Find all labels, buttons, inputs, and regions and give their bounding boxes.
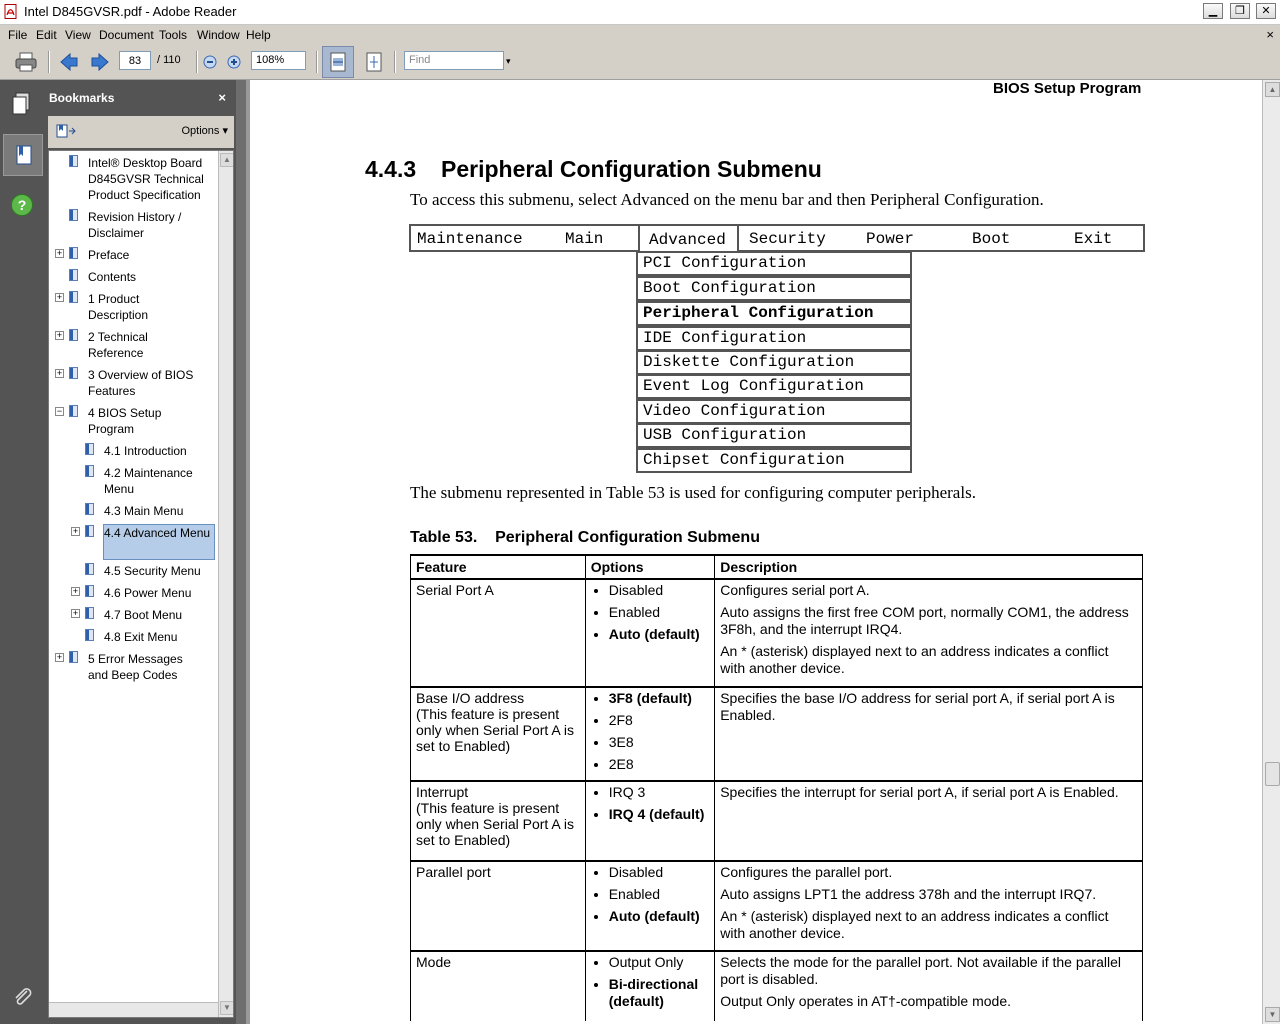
bios-menu-item: Exit (1074, 230, 1113, 248)
menu-bar (0, 25, 1280, 45)
description: Specifies the base I/O address for serial port A, if serial port A is Enabled. (720, 690, 1115, 723)
table-row (411, 951, 1143, 1021)
menu-tools[interactable]: Tools (159, 28, 188, 42)
bookmark-item[interactable]: 4.8 Exit Menu (104, 630, 178, 644)
description: Auto assigns LPT1 the address 378h and the interrupt IRQ7. (720, 886, 1097, 902)
feature-cell (411, 687, 586, 781)
bookmarks-panel (44, 80, 236, 1024)
bookmark-icon (85, 607, 94, 619)
feature-cell (411, 579, 586, 687)
bookmark-item[interactable]: Preface (88, 248, 130, 262)
title-bar (0, 0, 1280, 25)
find-dropdown-chevron-icon[interactable]: ▾ (506, 56, 511, 66)
options-cell (585, 687, 715, 781)
table-row (411, 579, 1143, 687)
page-number-input[interactable]: 83 (119, 51, 151, 70)
bookmarks-title: Bookmarks (49, 91, 115, 105)
bookmark-icon (85, 585, 94, 597)
table-header: Options (585, 555, 715, 579)
bookmark-item[interactable]: 4.1 Introduction (104, 444, 187, 458)
bookmark-item[interactable]: 4.5 Security Menu (104, 564, 201, 578)
description: Selects the mode for the parallel port. Not available if the parallel port is disabled. (720, 954, 1121, 987)
bookmark-item[interactable]: 5 Error Messages and Beep Codes (88, 652, 183, 682)
expand-bookmark-icon[interactable] (56, 123, 78, 139)
option: • 3E8 (609, 734, 710, 751)
fit-page-icon[interactable] (362, 50, 386, 74)
feature-name: Parallel port (416, 864, 491, 880)
expand-plus-icon[interactable]: + (56, 248, 63, 258)
description: Specifies the interrupt for serial port A, if serial port A is Enabled. (720, 784, 1119, 800)
feature-note: (This feature is present only when Serial Port A is set to Enabled) (416, 800, 574, 848)
bookmark-item[interactable]: Contents (88, 270, 137, 284)
table-header: Description (715, 555, 1143, 579)
feature-name: Base I/O address (416, 690, 525, 706)
document-scrollbar[interactable] (1262, 80, 1280, 1024)
menu-file[interactable]: File (8, 28, 28, 42)
description-cell (715, 861, 1143, 951)
zoom-out-icon[interactable] (198, 50, 222, 74)
bookmark-item[interactable]: Intel® Desktop Board D845GVSR Technical Product Specification (88, 156, 204, 202)
fit-width-icon[interactable] (322, 46, 354, 78)
menu-document[interactable]: Document (99, 28, 154, 42)
bookmark-item[interactable]: 3 Overview of BIOS Features (88, 368, 194, 398)
submenu-item: Video Configuration (636, 399, 912, 424)
description: Configures serial port A. (720, 582, 870, 598)
description: An * (asterisk) displayed next to an address indicates a conflict with another device. (720, 643, 1109, 676)
table-row (411, 781, 1143, 861)
menu-help[interactable]: Help (246, 28, 271, 42)
expand-plus-icon[interactable]: + (72, 586, 79, 596)
document-close-icon[interactable]: × (1266, 27, 1274, 42)
option-default: • 3F8 (default) (609, 690, 710, 707)
description: Output Only operates in AT†-compatible mode. (720, 993, 1011, 1009)
table-row (411, 861, 1143, 951)
bookmark-icon (85, 443, 94, 455)
feature-name: Mode (416, 954, 452, 970)
bookmark-icon (85, 525, 94, 537)
collapse-minus-icon[interactable]: − (56, 406, 63, 416)
expand-plus-icon[interactable]: + (56, 652, 63, 662)
bookmark-item[interactable]: Revision History / Disclaimer (88, 210, 182, 240)
bookmarks-options-menu[interactable]: Options ▾ (181, 125, 228, 137)
table-header-row (411, 555, 1143, 579)
description-cell (715, 579, 1143, 687)
intro-paragraph: To access this submenu, select Advanced on the menu bar and then Peripheral Configuration. (410, 190, 1044, 209)
expand-plus-icon[interactable]: + (56, 368, 63, 378)
scroll-up-icon[interactable]: ▲ (220, 153, 234, 167)
bookmark-icon (69, 269, 78, 281)
bookmarks-header (44, 80, 236, 116)
table-row (411, 687, 1143, 781)
feature-cell (411, 861, 586, 951)
option-default: • IRQ 4 (default) (609, 806, 710, 823)
feature-name: Serial Port A (416, 582, 494, 598)
minimize-button[interactable]: ▁ (1203, 3, 1223, 19)
bios-menu-item-label: Advanced (649, 231, 726, 249)
expand-plus-icon[interactable]: + (72, 608, 79, 618)
bookmark-icon (69, 367, 78, 379)
find-input[interactable]: Find (404, 51, 504, 70)
zoom-in-icon[interactable] (222, 50, 246, 74)
attachments-paperclip-icon[interactable] (12, 986, 34, 1008)
submenu-item-selected: Peripheral Configuration (636, 301, 912, 326)
print-icon[interactable] (14, 50, 38, 74)
option: • Enabled (609, 886, 710, 903)
bookmark-item[interactable]: 2 Technical Reference (88, 330, 148, 360)
options-cell (585, 951, 715, 1021)
bookmarks-close-icon[interactable]: × (218, 90, 226, 105)
scroll-thumb[interactable] (1265, 762, 1280, 786)
bookmark-item[interactable]: 4.6 Power Menu (104, 586, 192, 600)
expand-plus-icon[interactable]: + (56, 330, 63, 340)
option: • Disabled (609, 582, 710, 599)
expand-plus-icon[interactable]: + (56, 292, 63, 302)
submenu-item: USB Configuration (636, 423, 912, 448)
section-number: 4.4.3 (365, 156, 417, 182)
window-title: Intel D845GVSR.pdf - Adobe Reader (24, 4, 237, 19)
menu-view[interactable]: View (65, 28, 91, 42)
panel-splitter[interactable] (236, 80, 246, 1024)
option-default: • Bi-directional (default) (609, 976, 710, 1010)
page-total: / 110 (157, 54, 181, 66)
table-header: Feature (411, 555, 586, 579)
bookmark-icon (69, 329, 78, 341)
submenu-item: Event Log Configuration (636, 374, 912, 399)
menu-window[interactable]: Window (197, 28, 240, 42)
table-caption: Table 53. Peripheral Configuration Submenu (410, 529, 760, 546)
bookmark-icon (85, 563, 94, 575)
option: • Enabled (609, 604, 710, 621)
submenu-item: IDE Configuration (636, 326, 912, 351)
bios-menu-item: Boot (972, 230, 1011, 248)
pdf-file-icon (4, 4, 18, 19)
bookmark-icon (69, 651, 78, 663)
bookmark-icon (69, 405, 78, 417)
submenu-description: The submenu represented in Table 53 is used for configuring computer peripherals. (410, 483, 976, 502)
option: • Output Only (609, 954, 710, 971)
feature-cell (411, 951, 586, 1021)
options-cell (585, 781, 715, 861)
bookmark-item[interactable]: 1 Product Description (88, 292, 149, 322)
navigation-pane (0, 80, 44, 1024)
bookmark-icon (69, 209, 78, 221)
bookmark-item[interactable]: 4.3 Main Menu (104, 504, 184, 518)
close-button[interactable]: ✕ (1256, 3, 1276, 19)
option: • IRQ 3 (609, 784, 710, 801)
bios-menu-item-selected (638, 224, 739, 254)
submenu-item: Boot Configuration (636, 276, 912, 301)
maximize-button[interactable]: ❐ (1230, 3, 1250, 19)
options-cell (585, 579, 715, 687)
next-page-icon[interactable] (88, 50, 112, 74)
bookmark-icon (69, 291, 78, 303)
bios-menu-item: Maintenance (417, 230, 523, 248)
bookmark-item[interactable]: 4.2 Maintenance Menu (104, 466, 193, 496)
bookmarks-list (48, 150, 234, 1018)
bookmark-item[interactable]: 4.7 Boot Menu (104, 608, 183, 622)
description: Configures the parallel port. (720, 864, 893, 880)
feature-note: (This feature is present only when Serial Port A is set to Enabled) (416, 706, 574, 754)
toolbar (0, 45, 1280, 80)
scroll-down-icon[interactable]: ▼ (1265, 1007, 1280, 1022)
bookmark-icon (69, 247, 78, 259)
bookmarks-icon (13, 144, 35, 166)
option: • Disabled (609, 864, 710, 881)
bookmarks-tab[interactable] (3, 134, 43, 176)
bookmark-icon (85, 465, 94, 477)
submenu-item: PCI Configuration (636, 251, 912, 276)
bookmark-icon (85, 503, 94, 515)
bios-menu-bar (409, 224, 1145, 252)
help-icon[interactable]: ? (11, 194, 33, 216)
menu-edit[interactable]: Edit (36, 28, 57, 42)
description: Auto assigns the first free COM port, normally COM1, the address 3F8h, and the interrupt IRQ4. (720, 604, 1129, 637)
scroll-down-icon[interactable]: ▼ (220, 1001, 234, 1015)
scroll-up-icon[interactable]: ▲ (1265, 82, 1280, 97)
bios-menu-item: Main (565, 230, 604, 248)
bookmark-item[interactable]: 4 BIOS Setup Program (88, 406, 162, 436)
options-cell (585, 861, 715, 951)
feature-name: Interrupt (416, 784, 469, 800)
submenu-item: Chipset Configuration (636, 448, 912, 473)
expand-plus-icon[interactable]: + (72, 526, 79, 536)
section-title: Peripheral Configuration Submenu (441, 156, 822, 182)
zoom-input[interactable]: 108% (251, 51, 306, 70)
option-default: • Auto (default) (609, 626, 710, 643)
description-cell (715, 781, 1143, 861)
bookmark-icon (69, 155, 78, 167)
option: • 2E8 (609, 756, 710, 773)
option: • 2F8 (609, 712, 710, 729)
running-header: BIOS Setup Program (993, 80, 1142, 97)
pages-icon[interactable] (10, 92, 34, 118)
bookmark-item-selected[interactable]: 4.4 Advanced Menu (103, 524, 215, 560)
description-cell (715, 687, 1143, 781)
previous-page-icon[interactable] (57, 50, 81, 74)
option-default: • Auto (default) (609, 908, 710, 925)
submenu-item: Diskette Configuration (636, 350, 912, 375)
bookmarks-options-bar (48, 116, 234, 148)
bios-menu-item: Power (866, 230, 915, 248)
bookmarks-horizontal-scrollbar[interactable] (49, 1002, 218, 1017)
feature-cell (411, 781, 586, 861)
bookmark-icon (85, 629, 94, 641)
peripheral-config-table (410, 554, 1143, 1021)
description: An * (asterisk) displayed next to an address indicates a conflict with another device. (720, 908, 1109, 941)
description-cell (715, 951, 1143, 1021)
bios-menu-item: Security (749, 230, 826, 248)
document-page (246, 80, 1262, 1024)
bookmarks-scrollbar[interactable] (218, 151, 233, 1017)
